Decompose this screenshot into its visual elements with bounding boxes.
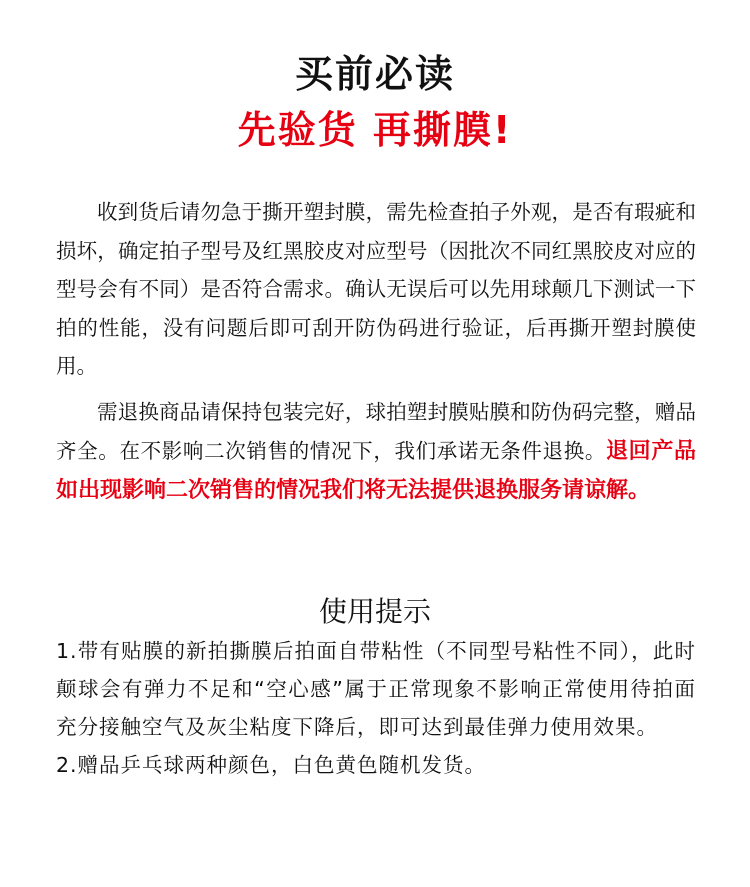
return-policy-warning: 退回产品如出现影响二次销售的情况我们将无法提供退换服务请谅解。 — [56, 438, 696, 503]
inspection-notice — [56, 193, 696, 386]
return-policy-paragraph — [56, 393, 696, 511]
page-subtitle: 先验货 再撕膜! — [237, 108, 513, 152]
return-policy-text: 需退换商品请保持包装完好，球拍塑封膜贴膜和防伪码完整，赠品齐全。在不影响二次销售的情况下，我们承诺无条件退换。 — [56, 400, 696, 463]
usage-tip-1: 1.带有贴膜的新拍撕膜后拍面自带粘性（不同型号粘性不同），此时颠球会有弹力不足和“空心感”属于正常现象不影响正常使用待拍面充分接触空气及灰尘粘度下降后，即可达到最佳弹力使用效果。 — [56, 639, 696, 739]
page-title: 买前必读 — [294, 52, 455, 96]
return-policy — [56, 393, 696, 511]
usage-tip-2: 2.赠品乒乓球两种颜色，白色黄色随机发货。 — [56, 753, 487, 777]
usage-title: 使用提示 — [318, 595, 431, 628]
usage-tips — [56, 632, 696, 784]
inspection-paragraph: 收到货后请勿急于撕开塑封膜，需先检查拍子外观，是否有瑕疵和损坏，确定拍子型号及红黑胶皮对应型号（因批次不同红黑胶皮对应的型号会有不同）是否符合需求。确认无误后可以先用球颠几下测试一下拍的性能，没有问题后即可刮开防伪码进行验证，后再撕开塑封膜使用。 — [56, 200, 696, 378]
